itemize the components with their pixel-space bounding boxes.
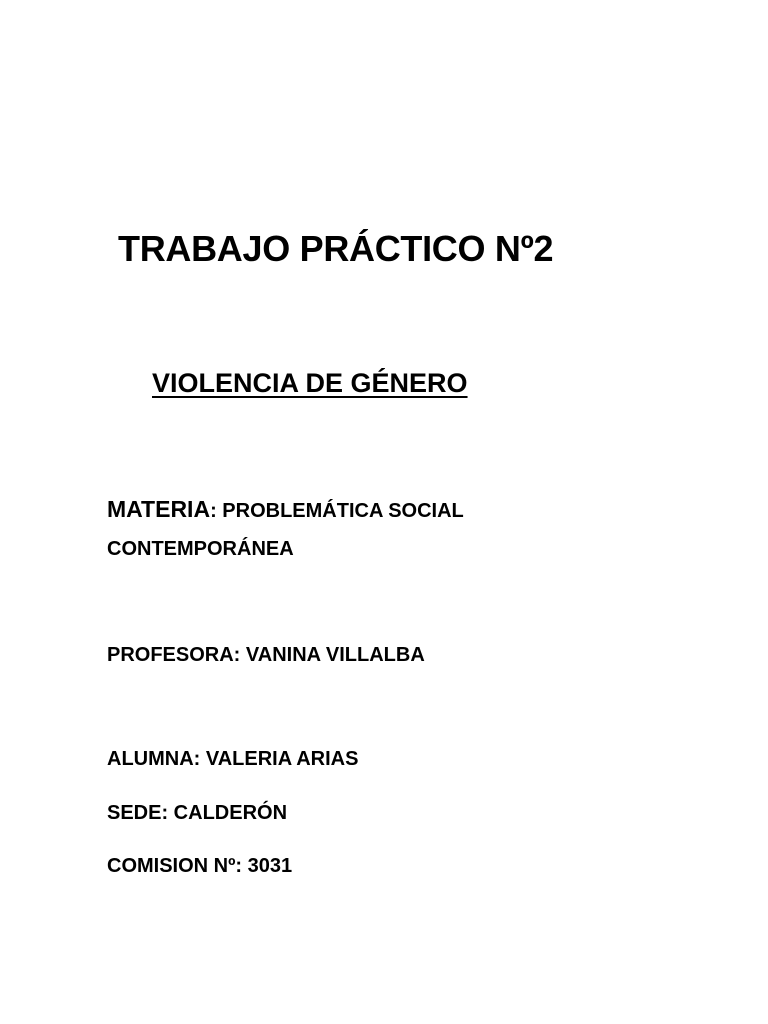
alumna-line: ALUMNA: VALERIA ARIAS: [107, 748, 359, 770]
materia-value-continued: CONTEMPORÁNEA: [107, 538, 294, 560]
profesora-line: PROFESORA: VANINA VILLALBA: [107, 644, 425, 666]
materia-value: : PROBLEMÁTICA SOCIAL: [210, 500, 464, 522]
materia-line: [107, 496, 464, 523]
document-subtitle: VIOLENCIA DE GÉNERO: [152, 368, 468, 398]
document-title: TRABAJO PRÁCTICO Nº2: [118, 228, 554, 269]
sede-line: SEDE: CALDERÓN: [107, 802, 288, 824]
materia-label: MATERIA: [107, 496, 211, 522]
comision-line: COMISION Nº: 3031: [107, 855, 293, 877]
